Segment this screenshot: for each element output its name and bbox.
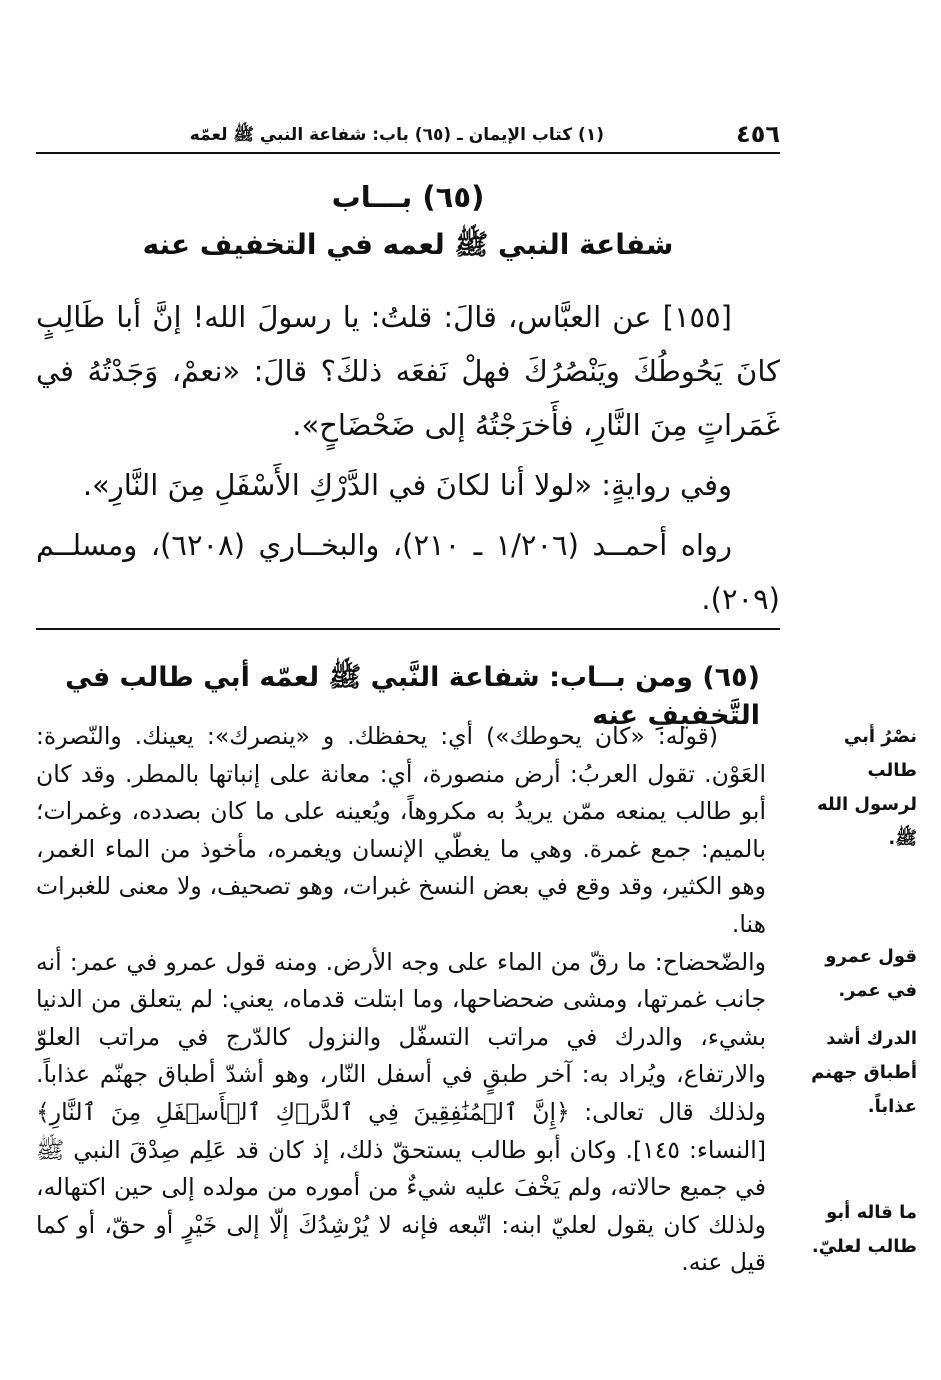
commentary-body [36,718,766,1282]
hadith-variant: وفي روايةٍ: «لولا أنا لكانَ في الدَّرْكِ الأَسْفَلِ مِنَ النَّارِ». [82,468,732,502]
running-header [36,114,780,154]
hadith-text: [١٥٥] عن العبَّاس، قالَ: قلتُ: يا رسولَ الله! إنَّ أبا طَالِبٍ كانَ يَحُوطُكَ ويَنْصُرُكَ فهلْ نَفعَه ذلكَ؟ قالَ: «نعمْ، وَجَدْتُهُ في غَمَراتٍ مِنَ النَّارِ، فأَخرَجْتُهُ إلى ضَحْضَاحٍ». [36,300,780,442]
hadith-source: رواه أحمــد (١/٢٠٦ ـ ٢١٠)، والبخــاري (٦٢٠٨)، ومسلــم (٢٠٩). [36,528,780,616]
commentary-paragraph: (قوله: «كان يحوطك») أي: يحفظك. و «ينصرك»: يعينك. والنّصرة: العَوْن. تقول العربُ: أرض منصورة، أي: معانة على إنباتها بالمطر. وقد كان أبو طالب يمنعه ممّن يريدُ به مكروهاً، ويُعينه على ما كان بصدده، وغمرات؛ بالميم: جمع غمرة. وهي ما يغطّي الإنسان ويغمره، مأخوذ من الماء الغمر، وهو الكثير، وقد وقع في بعض النسخ غبرات، وهو تصحيف، ولا معنى للغبرات هنا. [36,722,766,938]
margin-note: نصْرُ أبي طالب لرسول الله ﷺ. [816,726,917,849]
section-divider [36,628,780,630]
margin-note: قول عمرو في عمر. [825,946,917,1001]
margin-note: الدرك أشد أطباق جهنم عذاباً. [811,1028,917,1117]
margin-note: ما قاله أبو طالب لعليّ. [811,1202,917,1257]
commentary-title: (٦٥) ومن بــاب: شفاعة النَّبي ﷺ لعمّه أبي طالب في التَّخفيفِ عنه [65,662,760,731]
commentary-paragraph: والضّحضاح: ما رقّ من الماء على وجه الأرض. ومنه قول عمرو في عمر: أنه جانب غمرتها، ومشى ضحضاحها، وما ابتلت قدماه، يعني: لم يتعلق من الدنيا بشيء، والدرك في مراتب التسفّل والنزول كالدّرج في مراتب العلوّ والارتفاع، ويُراد به: آخر طبقٍ في أسفل النّار، وهو أشدّ أطباق جهنّم عذاباً. ولذلك قال تعالى: ﴿إِنَّ ٱلۡمُنَٰفِقِينَ فِي ٱلدَّرۡكِ ٱلۡأَسۡفَلِ مِنَ ٱلنَّارِ﴾ [النساء: ١٤٥]. وكان أبو طالب يستحقّ ذلك، إذ كان قد عَلِم صِدْقَ النبي ﷺ في جميع حالاته، ولم يَخْفَ عليه شيءٌ من أموره من مولده إلى حين اكتهاله، ولذلك كان يقول لعليّ ابنه: اتّبعه فإنه لا يُرْشِدُكَ إلّا إلى خَيْرٍ أو حقّ، أو كما قيل عنه. [36,947,766,1277]
page-number: ٤٥٦ [736,120,780,148]
chapter-title: شفاعة النبي ﷺ لعمه في التخفيف عنه [142,228,674,261]
hadith-block [36,290,780,632]
chapter-number: (٦٥) بـــاب [331,180,485,214]
running-title: (١) كتاب الإيمان ـ (٦٥) باب: شفاعة النبي ﷺ لعمّه [189,125,604,145]
